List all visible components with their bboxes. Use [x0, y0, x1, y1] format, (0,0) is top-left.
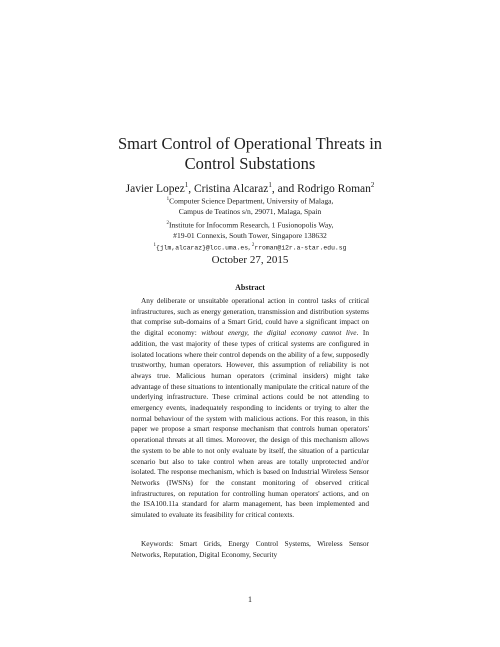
author-list: [40, 178, 460, 196]
author-separator: ,: [188, 182, 194, 195]
author-name: Cristina Alcaraz: [193, 182, 269, 195]
abstract-body: [131, 296, 369, 521]
email-separator: ,: [248, 242, 252, 252]
keywords: Keywords: Smart Grids, Energy Control Systems, Wireless Sensor Networks, Reputation, Digital Economy, Security: [131, 539, 369, 559]
email-line: [40, 241, 460, 254]
abstract-emphasis: without energy, the digital economy cannot live: [201, 328, 357, 338]
affiliation-mark: 1: [166, 197, 170, 202]
affiliation-2-line-1: [40, 219, 460, 231]
email-address[interactable]: rroman@i2r.a-star.edu.sg: [254, 244, 347, 252]
abstract-heading: Abstract: [235, 283, 265, 292]
affiliation-text: Institute for Infocomm Research, 1 Fusionopolis Way,: [168, 220, 334, 230]
page-number: 1: [248, 595, 252, 604]
author-affiliation-mark: 1: [268, 181, 272, 189]
email-address[interactable]: {jlm,alcaraz}@lcc.uma.es: [156, 244, 249, 252]
abstract-text: . In addition, the vast majority of these types of critical systems are configured in isolated locations where their control depends on the ability of a few, supposedly trustworthy, human operators. However, this assumption of reliability is not always true. Malicious human operators (criminal insiders) might take advantage of these situations to intentionally manipulate the critical nature of the underlying infrastructure. These criminal actions could be not attending to emergency events, inadequately responding to incidents or trying to alter the normal behaviour of the system with malicious actions. For this reason, in this paper we propose a smart response mechanism that controls human operators' operational threats at all times. Moreover, the design of this mechanism allows the system to be able to not only evaluate by itself, the situation of a particular scenario but also to take control when areas are totally unprotected and/or isolated. The response mechanism, which is based on Industrial Wireless Sensor Networks (IWSNs) for the constant monitoring of observed critical infrastructures, on reputation for controlling human operators' actions, and on the ISA100.11a standard for alarm management, has been implemented and simulated to evaluate its feasibility for critical contexts.: [131, 328, 369, 520]
affiliation-2-line-2: #19-01 Connexis, South Tower, Singapore 138632: [173, 231, 327, 240]
author-affiliation-mark: 1: [184, 181, 189, 189]
publication-date: October 27, 2015: [211, 254, 289, 266]
author-separator: , and: [271, 182, 298, 195]
author-name: Javier Lopez: [125, 182, 185, 195]
title-line-2: Control Substations: [184, 154, 316, 173]
affiliation-1-line-1: [40, 195, 460, 207]
title-line-1: Smart Control of Operational Threats in: [117, 134, 383, 153]
abstract-text: Any deliberate or unsuitable operational action in control tasks of critical infrastructures, such as energy generation, transmission and distribution systems that comprise sub-domains of a Smart Grid, could have a significant impact on the digital economy:: [131, 296, 369, 338]
affiliation-1-line-2: Campus de Teatinos s/n, 29071, Malaga, Spain: [178, 207, 322, 216]
affiliation-text: Computer Science Department, University of Malaga,: [169, 196, 334, 206]
affiliation-mark: 2: [166, 221, 169, 226]
paper-title: [60, 134, 440, 174]
author-name: Rodrigo Roman: [297, 182, 371, 195]
email-mark: 1: [153, 243, 157, 248]
author-affiliation-mark: 2: [370, 181, 375, 189]
email-mark: 2: [251, 243, 255, 248]
